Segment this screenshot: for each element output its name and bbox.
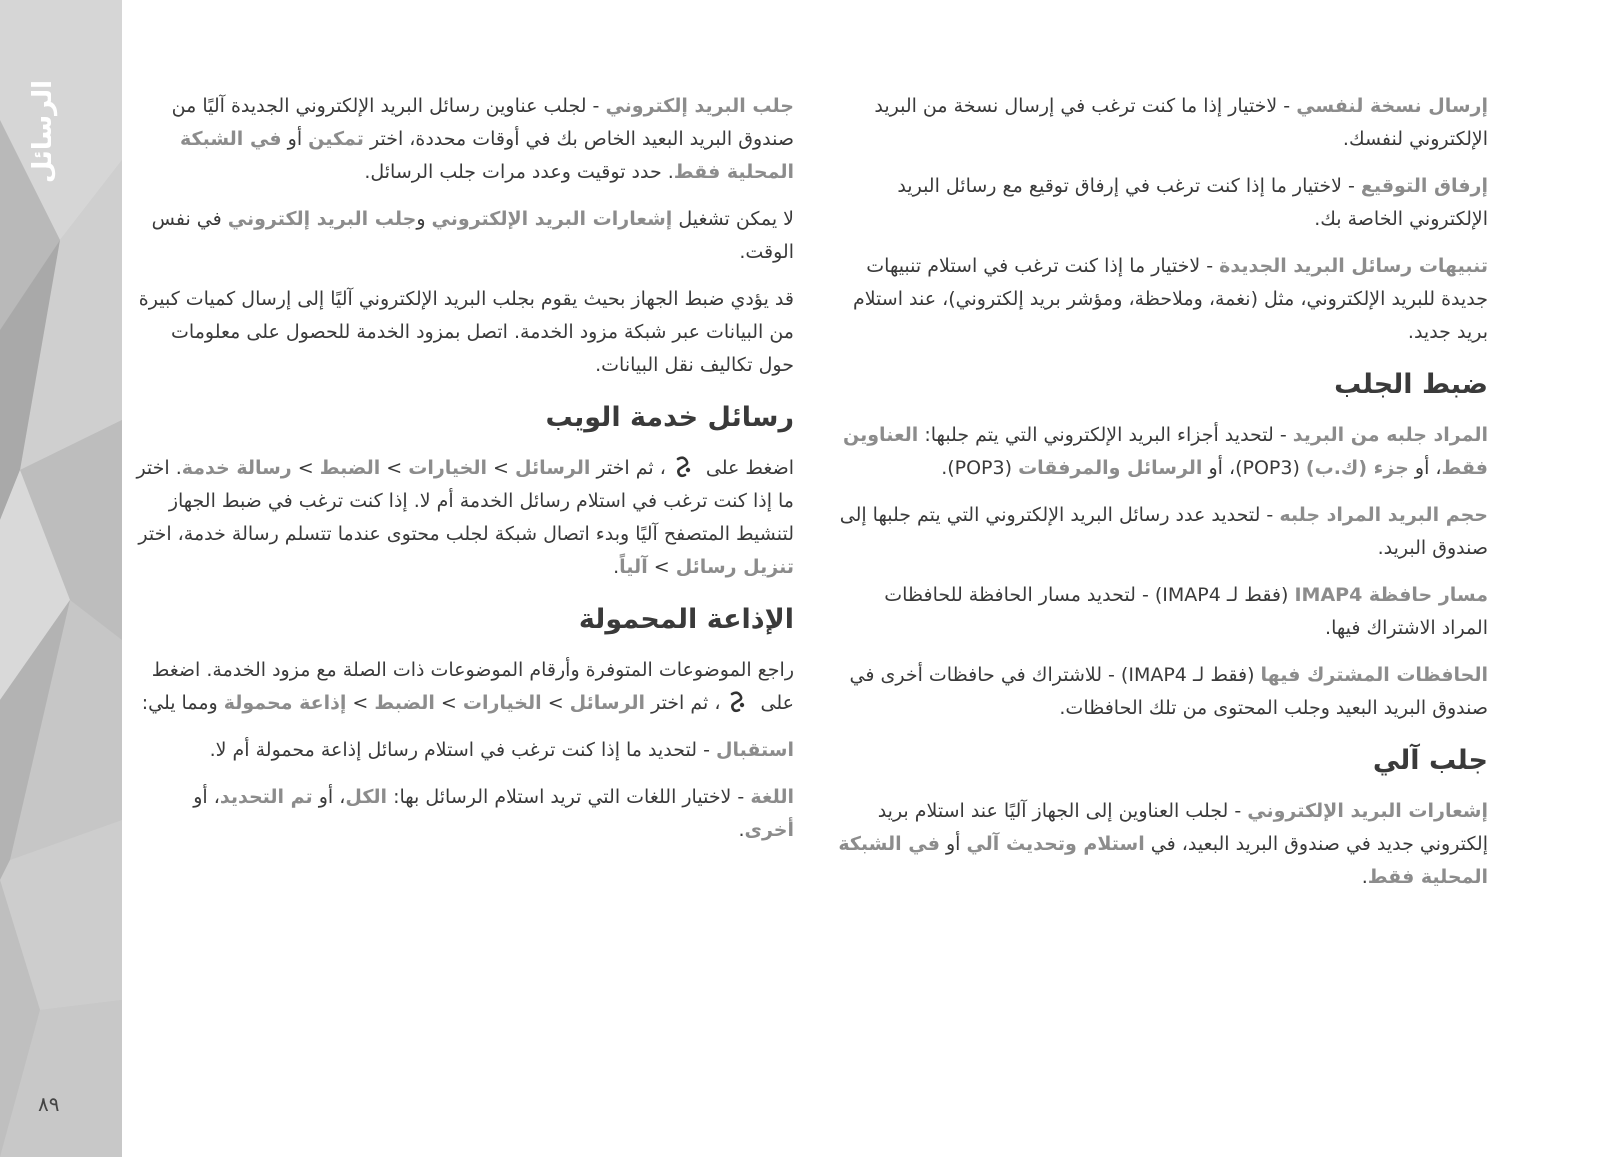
paragraph-retrieve-parts — [838, 419, 1488, 485]
paragraph-retrieve-amount — [838, 499, 1488, 565]
paragraph-service-messages-path — [134, 452, 794, 584]
paragraph-text: (فقط لـ IMAP4) - للاشتراك في حافظات أخرى في صندوق البريد البعيد وجلب المحتوى من تلك الحافظات. — [849, 664, 1488, 719]
paragraph-email-notifications — [838, 795, 1488, 894]
menu-messaging: الرسائل — [569, 692, 646, 714]
option-selected: تم التحديد — [219, 786, 313, 808]
menu-messaging: الرسائل — [515, 457, 591, 479]
heading-cell-broadcast: الإذاعة المحمولة — [578, 604, 794, 635]
separator-text: ، أو — [312, 786, 346, 808]
paragraph-attach-signature — [838, 170, 1488, 236]
paragraph-text: - لاختيار إذا ما كنت ترغب في إرسال نسخة من البريد الإلكتروني لنفسك. — [874, 95, 1488, 150]
option-part-kb: جزء (ك.ب) — [1305, 457, 1409, 479]
left-column — [134, 90, 794, 861]
paragraph-text: (POP3)، أو — [1202, 457, 1306, 479]
paragraph-text: اضغط على — [699, 457, 794, 479]
paragraph-language — [134, 781, 794, 847]
page-number: ٨٩ — [38, 1092, 60, 1116]
heading-web-service-messages: رسائل خدمة الويب — [545, 402, 794, 433]
paragraph-email-retrieval — [134, 90, 794, 189]
paragraph-text: - لاختيار اللغات التي تريد استلام الرسائل بها: — [387, 786, 751, 808]
paragraph-text: راجع الموضوعات المتوفرة وأرقام الموضوعات ذات الصلة مع مزود الخدمة. اضغط على — [151, 659, 794, 714]
menu-download-messages: تنزيل رسائل — [675, 556, 794, 578]
heading-auto-fetch: جلب آلي — [1372, 745, 1488, 776]
separator-text: ، أو — [193, 786, 220, 808]
section-title: الرسائل — [28, 80, 58, 184]
paragraph-text: (POP3). — [941, 457, 1019, 479]
paragraph-text: - لتحديد ما إذا كنت ترغب في استلام رسائل إذاعة محمولة أم لا. — [209, 739, 716, 761]
option-messages-attachments: الرسائل والمرفقات — [1018, 457, 1203, 479]
term-imap4-folder-path: مسار حافظة IMAP4 — [1294, 584, 1488, 606]
paragraph-text: . اختر ما إذا كنت ترغب في استلام رسائل الخدمة أم لا. إذا كنت ترغب في ضبط الجهاز لتنشيط المتصفح آليًا وبدء اتصال شبكة لجلب محتوى عندما تتسلم رسالة خدمة، اختر — [136, 457, 794, 545]
paragraph-text: . — [738, 819, 745, 841]
term-send-copy: إرسال نسخة لنفسي — [1296, 95, 1488, 117]
separator-text: > — [647, 556, 676, 578]
term-language: اللغة — [750, 786, 794, 808]
option-all: الكل — [345, 786, 388, 808]
separator-text: > — [434, 692, 463, 714]
paragraph-text: . — [613, 556, 620, 578]
paragraph-text: لا يمكن تشغيل — [672, 208, 794, 230]
paragraph-text: ومما يلي: — [141, 692, 224, 714]
paragraph-text: - لجلب العناوين إلى الجهاز آليًا عند استلام بريد إلكتروني جديد في صندوق البريد البعيد، في — [877, 800, 1488, 855]
separator-text: و — [416, 208, 432, 230]
menu-settings: الضبط — [319, 457, 381, 479]
separator-text: > — [380, 457, 409, 479]
separator-text: أو — [281, 128, 309, 150]
heading-fetch-settings: ضبط الجلب — [1334, 369, 1488, 400]
paragraph-text: - لتحديد عدد رسائل البريد الإلكتروني التي يتم جلبها إلى صندوق البريد. — [839, 504, 1488, 559]
separator-text: > — [487, 457, 516, 479]
menu-service-message: رسالة خدمة — [181, 457, 292, 479]
paragraph-text: - لاختيار ما إذا كنت ترغب في إرفاق توقيع مع رسائل البريد الإلكتروني الخاصة بك. — [897, 175, 1488, 230]
separator-text: > — [291, 457, 320, 479]
paragraph-folder-subscriptions — [838, 659, 1488, 725]
menu-options: الخيارات — [408, 457, 488, 479]
sidebar-facets-decoration — [0, 0, 122, 1157]
term-reception: استقبال — [715, 739, 794, 761]
paragraph-text: ، ثم اختر — [590, 457, 666, 479]
paragraph-text: . — [1361, 866, 1368, 888]
option-email-retrieval: جلب البريد إلكتروني — [227, 208, 417, 230]
paragraph-data-costs: قد يؤدي ضبط الجهاز بحيث يقوم بجلب البريد الإلكتروني آليًا إلى إرسال كميات كبيرة من البيانات عبر شبكة مزود الخدمة. اتصل بمزود الخدمة للحصول على معلومات حول تكاليف نقل البيانات. — [138, 288, 794, 376]
term-email-retrieval: جلب البريد إلكتروني — [605, 95, 794, 117]
paragraph-broadcast-path — [134, 654, 794, 720]
sidebar — [0, 0, 122, 1157]
option-email-notifications: إشعارات البريد الإلكتروني — [431, 208, 673, 230]
term-retrieve-amount: حجم البريد المراد جلبه — [1279, 504, 1488, 526]
term-retrieve-parts: المراد جلبه من البريد — [1292, 424, 1488, 446]
option-headers-only: العناوين فقط — [843, 424, 1488, 479]
option-home-network-only: في الشبكة المحلية فقط — [180, 128, 794, 183]
paragraph-reception — [134, 734, 794, 767]
option-home-network-only: في الشبكة المحلية فقط — [838, 833, 1488, 888]
menu-options: الخيارات — [462, 692, 542, 714]
paragraph-text: - لجلب عناوين رسائل البريد الإلكتروني الجديدة آليًا من صندوق البريد البعيد الخاص بك في أوقات محددة، اختر — [171, 95, 794, 150]
term-new-mail-alerts: تنبيهات رسائل البريد الجديدة — [1219, 255, 1488, 277]
paragraph-send-copy — [838, 90, 1488, 156]
option-enabled: تمكين — [308, 128, 364, 150]
right-column — [838, 90, 1488, 908]
separator-text: > — [541, 692, 570, 714]
term-folder-subscriptions: الحافظات المشترك فيها — [1260, 664, 1488, 686]
paragraph-imap4-folder-path — [838, 579, 1488, 645]
paragraph-text: (فقط لـ IMAP4) - لتحديد مسار الحافظة للحافظات المراد الاشتراك فيها. — [884, 584, 1488, 639]
separator-text: ، أو — [1408, 457, 1442, 479]
paragraph-text: . حدد توقيت وعدد مرات جلب الرسائل. — [364, 161, 674, 183]
menu-key-icon — [726, 691, 748, 713]
option-auto-update: استلام وتحديث آلي — [966, 833, 1145, 855]
term-attach-signature: إرفاق التوقيع — [1360, 175, 1488, 197]
separator-text: أو — [939, 833, 967, 855]
menu-settings: الضبط — [374, 692, 435, 714]
menu-cell-broadcast: إذاعة محمولة — [223, 692, 347, 714]
menu-key-icon — [672, 456, 694, 478]
paragraph-text: ، ثم اختر — [645, 692, 721, 714]
paragraph-cannot-both — [134, 203, 794, 269]
separator-text: > — [346, 692, 375, 714]
menu-automatically: آلياً — [619, 556, 648, 578]
term-email-notifications: إشعارات البريد الإلكتروني — [1247, 800, 1488, 822]
paragraph-text: - لاختيار ما إذا كنت ترغب في استلام تنبيهات جديدة للبريد الإلكتروني، مثل (نغمة، وملاحظة، ومؤشر بريد إلكتروني)، عند استلام بريد جديد. — [852, 255, 1488, 343]
paragraph-new-mail-alerts — [838, 250, 1488, 349]
option-other: أخرى — [744, 819, 794, 841]
paragraph-text: - لتحديد أجزاء البريد الإلكتروني التي يتم جلبها: — [918, 424, 1293, 446]
paragraph-text: في نفس الوقت. — [151, 208, 794, 263]
